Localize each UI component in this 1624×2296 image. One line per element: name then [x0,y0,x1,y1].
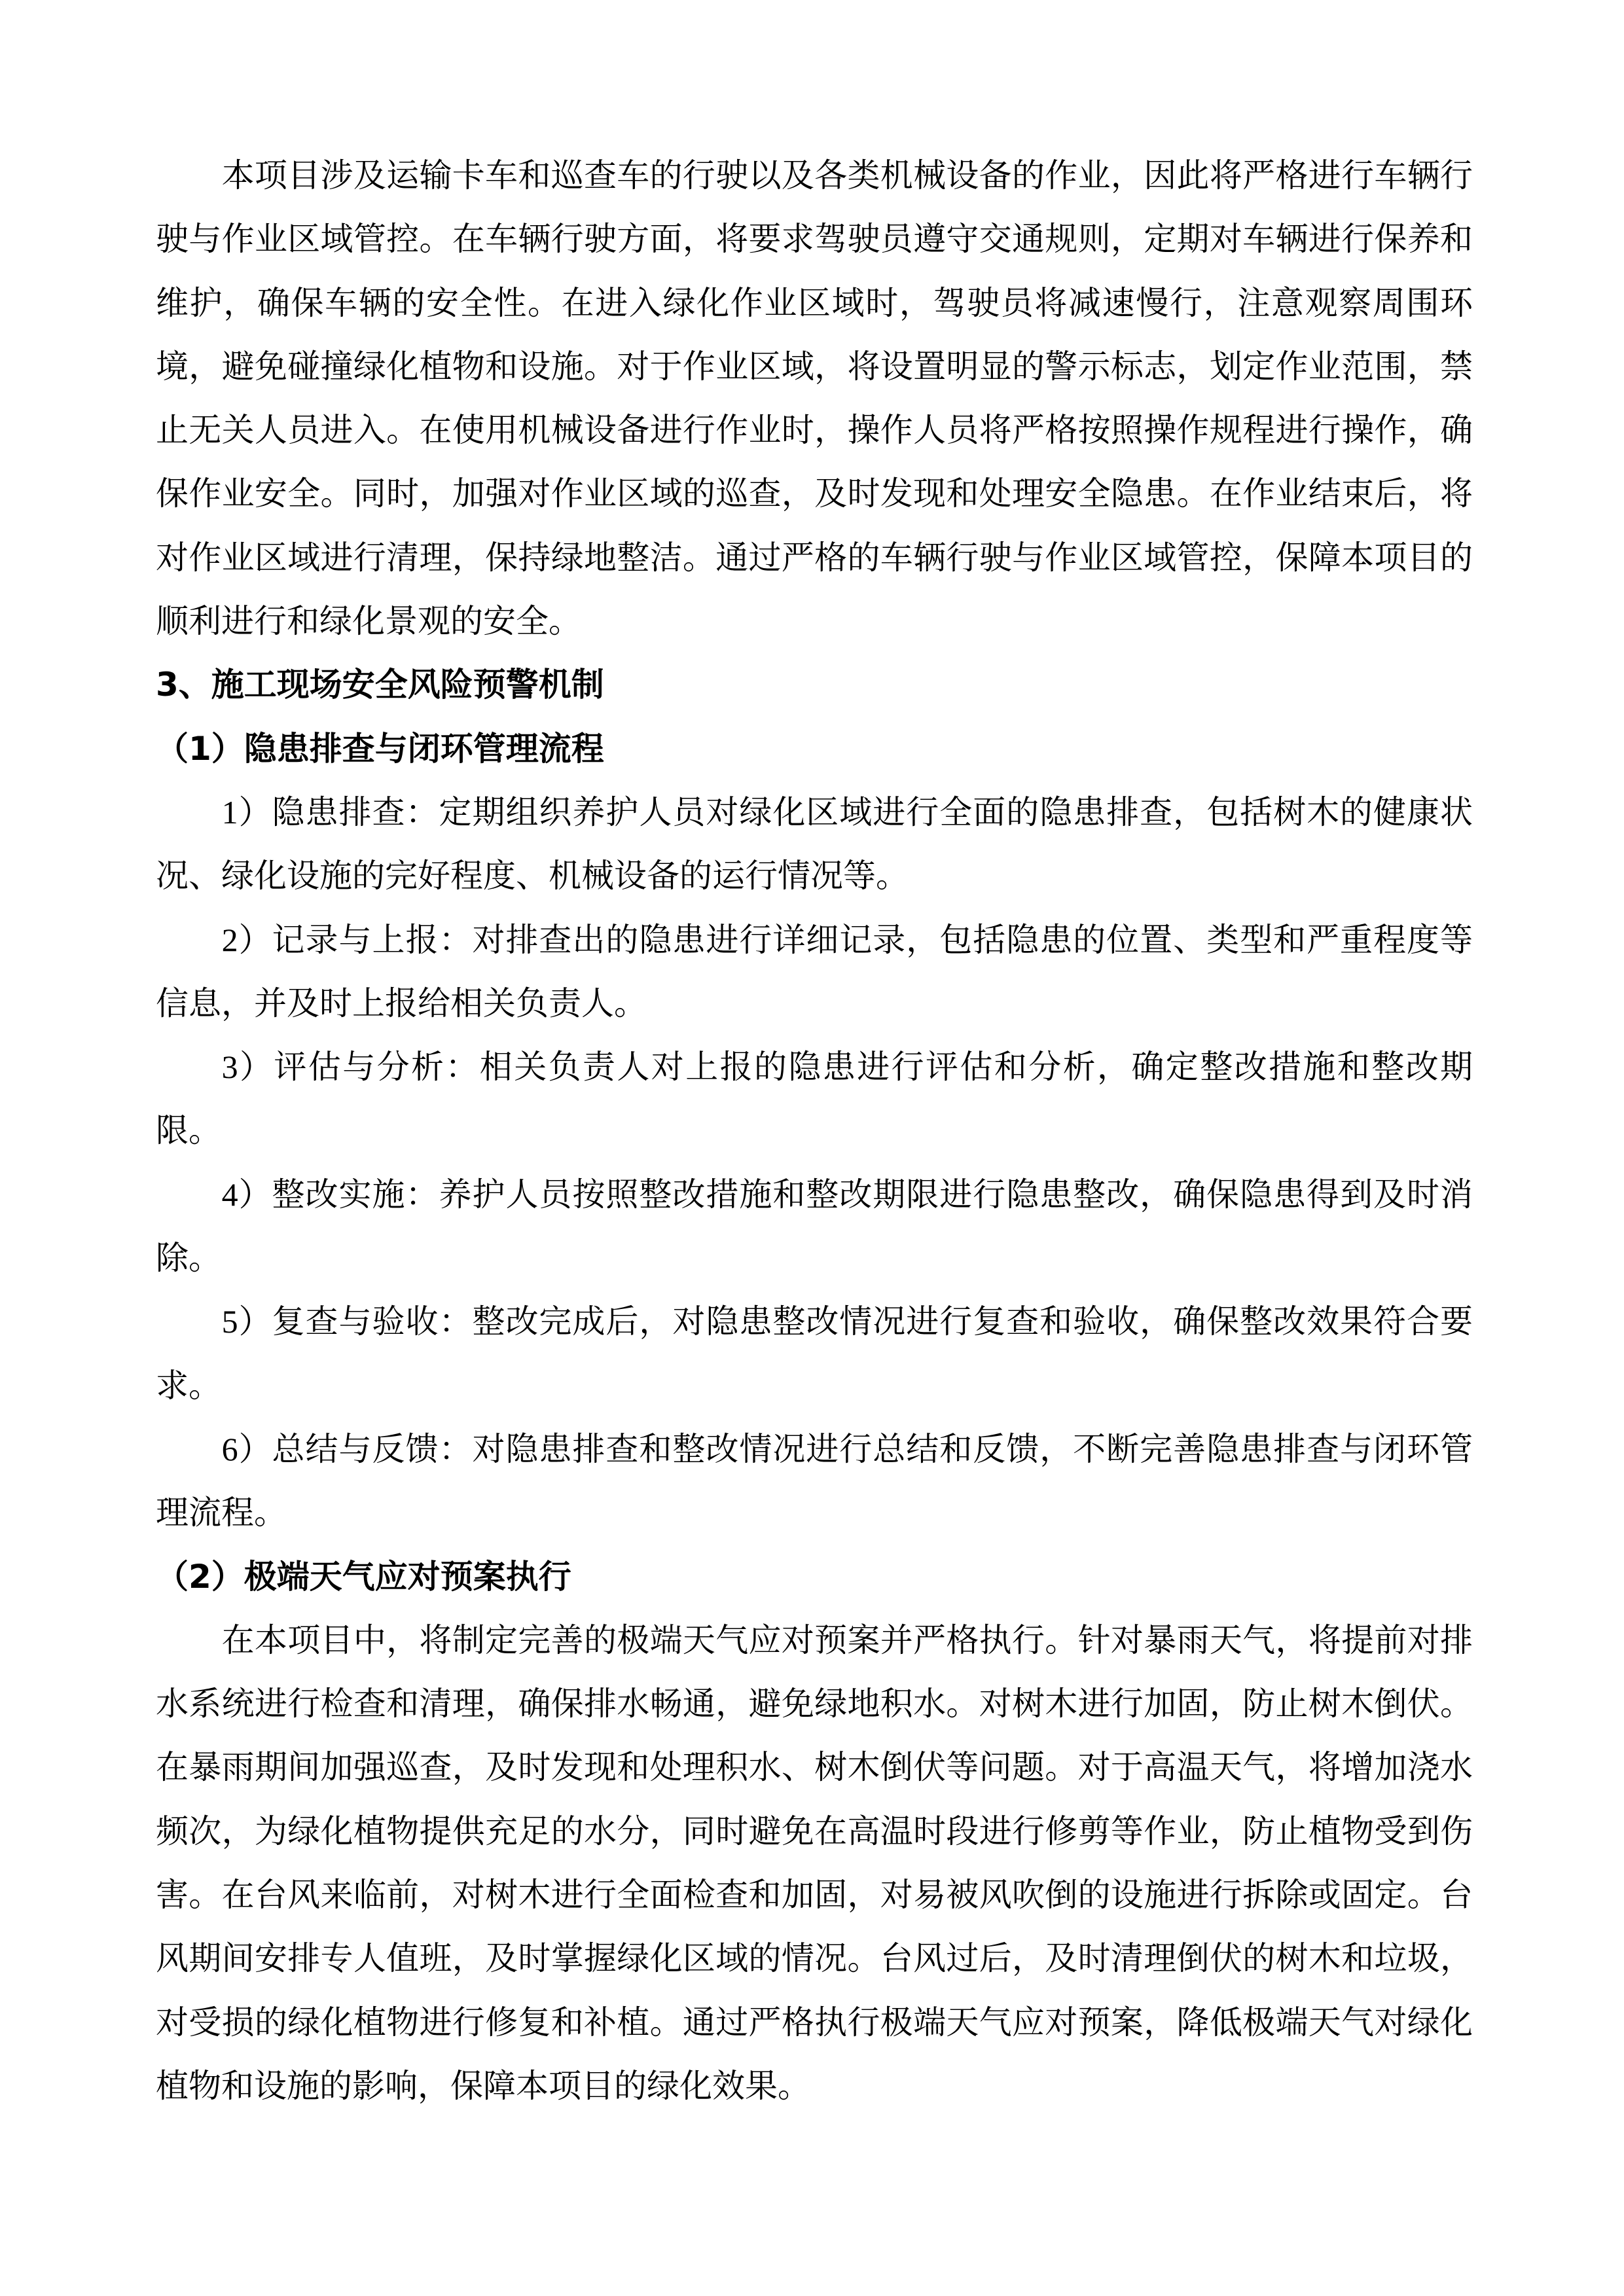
section-heading: 3、施工现场安全风险预警机制 [156,666,604,704]
paragraph-line: 对受损的绿化植物进行修复和补植。通过严格执行极端天气应对预案，降低极端天气对绿化 [156,2003,1473,2041]
paragraph-line: 频次，为绿化植物提供充足的水分，同时避免在高温时段进行修剪等作业，防止植物受到伤 [156,1812,1473,1850]
list-item-line: 3）评估与分析：相关负责人对上报的隐患进行评估和分析，确定整改措施和整改期 [221,1049,1473,1086]
paragraph-line: 维护，确保车辆的安全性。在进入绿化作业区域时，驾驶员将减速慢行，注意观察周围环 [156,284,1473,321]
subsection-heading-hazard-inspection: （1）隐患排查与闭环管理流程 [156,729,604,768]
paragraph-line: 害。在台风来临前，对树木进行全面检查和加固，对易被风吹倒的设施进行拆除或固定。台 [156,1876,1473,1914]
paragraph-line: 植物和设施的影响，保障本项目的绿化效果。 [156,2067,810,2104]
list-item [156,781,1473,908]
paragraph-line: 驶与作业区域管控。在车辆行驶方面，将要求驾驶员遵守交通规则，定期对车辆进行保养和 [156,221,1473,258]
hazard-process-list [156,781,1473,1545]
list-item-line: 况、绿化设施的完好程度、机械设备的运行情况等。 [156,857,909,895]
list-item-line: 6）总结与反馈：对隐患排查和整改情况进行总结和反馈，不断完善隐患排查与闭环管 [221,1430,1473,1467]
paragraph-line: 止无关人员进入。在使用机械设备进行作业时，操作人员将严格按照操作规程进行操作，确 [156,412,1473,449]
subsection-heading-extreme-weather: （2）极端天气应对预案执行 [156,1557,571,1596]
list-item-line: 信息，并及时上报给相关负责人。 [156,984,647,1022]
paragraph-line: 保作业安全。同时，加强对作业区域的巡查，及时发现和处理安全隐患。在作业结束后，将 [156,475,1473,512]
paragraph-line: 对作业区域进行清理，保持绿地整洁。通过严格的车辆行驶与作业区域管控，保障本项目的 [156,539,1473,576]
list-item [156,1163,1473,1291]
list-item [156,908,1473,1036]
list-item [156,1290,1473,1418]
list-item-line: 求。 [156,1367,221,1404]
paragraph-line: 在本项目中，将制定完善的极端天气应对预案并严格执行。针对暴雨天气，将提前对排 [221,1621,1473,1659]
list-item-line: 4）整改实施：养护人员按照整改措施和整改期限进行隐患整改，确保隐患得到及时消 [221,1175,1473,1213]
paragraph-line: 顺利进行和绿化景观的安全。 [156,603,581,640]
document-page [156,144,1473,2118]
paragraph-extreme-weather-plan [156,1609,1473,2118]
list-item [156,1418,1473,1545]
paragraph-line: 本项目涉及运输卡车和巡查车的行驶以及各类机械设备的作业，因此将严格进行车辆行 [221,157,1473,194]
paragraph-vehicle-work-zone-control [156,144,1473,653]
list-item-line: 1）隐患排查：定期组织养护人员对绿化区域进行全面的隐患排查，包括树木的健康状 [221,793,1473,831]
paragraph-line: 风期间安排专人值班，及时掌握绿化区域的情况。台风过后，及时清理倒伏的树木和垃圾， [156,1940,1473,1977]
paragraph-line: 水系统进行检查和清理，确保排水畅通，避免绿地积水。对树木进行加固，防止树木倒伏。 [156,1685,1473,1723]
list-item [156,1035,1473,1163]
paragraph-line: 境，避免碰撞绿化植物和设施。对于作业区域，将设置明显的警示标志，划定作业范围，禁 [156,348,1473,385]
list-item-line: 除。 [156,1240,221,1277]
list-item-line: 2）记录与上报：对排查出的隐患进行详细记录，包括隐患的位置、类型和严重程度等 [221,921,1473,958]
list-item-line: 5）复查与验收：整改完成后，对隐患整改情况进行复查和验收，确保整改效果符合要 [221,1303,1473,1340]
list-item-line: 理流程。 [156,1494,287,1532]
paragraph-line: 在暴雨期间加强巡查，及时发现和处理积水、树木倒伏等问题。对于高温天气，将增加浇水 [156,1749,1473,1786]
list-item-line: 限。 [156,1112,221,1149]
